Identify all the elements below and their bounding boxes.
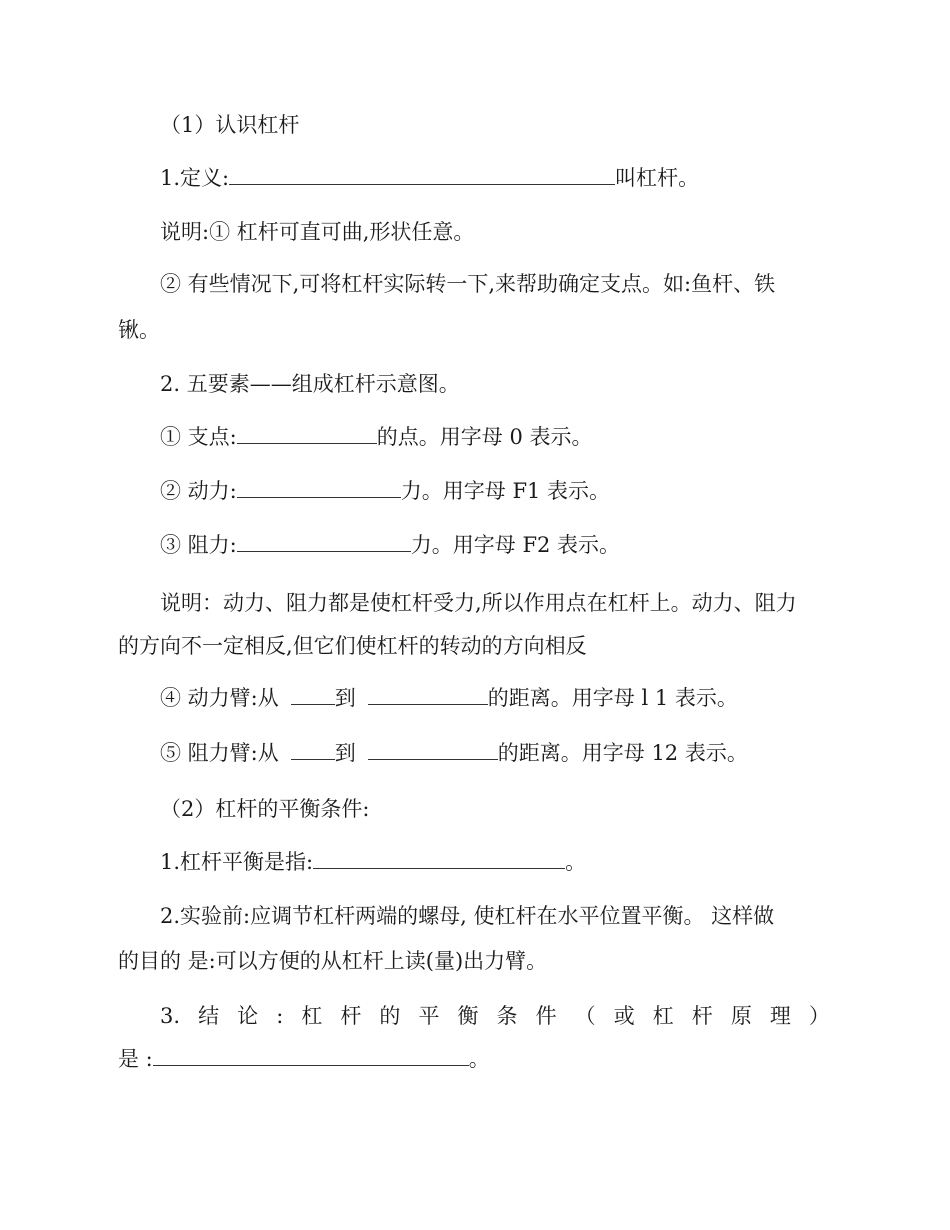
fulcrum-line [160, 423, 592, 451]
conclusion-word: 结 [198, 1004, 220, 1028]
definition-blank[interactable] [229, 164, 615, 185]
balance-prefix: 1.杠杆平衡是指: [160, 850, 314, 874]
note-2-line-1: ② 有些情况下,可将杠杆实际转一下,来帮助确定支点。如:鱼杆、铁 [160, 272, 776, 296]
power-prefix: ② 动力: [160, 479, 237, 503]
conclusion-word: 3. [160, 1004, 181, 1028]
conclusion-word: 件 [535, 1004, 557, 1028]
resistance-arm-line [160, 739, 748, 767]
conclusion-word: 衡 [457, 1004, 479, 1028]
conclusion-word: 的 [379, 1004, 401, 1028]
conclusion-word: 原 [730, 1004, 752, 1028]
section1-heading: （1）认识杠杆 [160, 113, 300, 137]
resistance-arm-blank-to[interactable] [368, 739, 498, 760]
experiment-line-1: 2.实验前:应调节杠杆两端的螺母, 使杠杆在水平位置平衡。 这样做 [160, 904, 775, 928]
note-1: 说明:① 杠杆可直可曲,形状任意。 [160, 220, 475, 244]
fulcrum-suffix: 的点。用字母 0 表示。 [376, 425, 593, 449]
power-arm-prefix: ④ 动力臂:从 [160, 686, 279, 710]
fulcrum-blank[interactable] [237, 423, 377, 444]
conclusion-line-2-prefix: 是 : [118, 1047, 153, 1071]
experiment-line-2: 的目的 是:可以方便的从杠杆上读(量)出力臂。 [118, 949, 548, 973]
resistance-arm-mid: 到 [334, 741, 356, 765]
conclusion-blank[interactable] [153, 1045, 469, 1066]
resistance-suffix: 力。用字母 F2 表示。 [410, 533, 621, 557]
balance-suffix: 。 [565, 850, 587, 874]
power-blank[interactable] [237, 477, 401, 498]
resistance-line [160, 531, 620, 559]
balance-line [160, 848, 586, 876]
definition-prefix: 1.定义: [160, 166, 230, 190]
conclusion-line-2 [118, 1045, 490, 1073]
conclusion-line-2-suffix: 。 [468, 1047, 490, 1071]
power-arm-line [160, 684, 738, 712]
conclusion-word: 杆 [340, 1004, 362, 1028]
five-elements-title: 2. 五要素——组成杠杆示意图。 [160, 372, 460, 396]
note-2-line-2: 锹。 [118, 318, 160, 342]
conclusion-word: 理 [769, 1004, 791, 1028]
resistance-arm-suffix: 的距离。用字母 12 表示。 [497, 741, 748, 765]
conclusion-word: 论 [237, 1004, 259, 1028]
definition-suffix: 叫杠杆。 [615, 166, 700, 190]
conclusion-word: 杠 [301, 1004, 323, 1028]
conclusion-word: ） [808, 1004, 830, 1028]
conclusion-word: 杠 [652, 1004, 674, 1028]
note-3-line-1: 说明：动力、阻力都是使杠杆受力,所以作用点在杠杆上。动力、阻力 [160, 591, 797, 615]
conclusion-word: : [276, 1004, 284, 1028]
resistance-arm-blank-from[interactable] [291, 739, 335, 760]
power-arm-suffix: 的距离。用字母 l 1 表示。 [487, 686, 738, 710]
power-arm-mid: 到 [334, 686, 356, 710]
balance-blank[interactable] [313, 848, 565, 869]
conclusion-word: 平 [418, 1004, 440, 1028]
conclusion-line-1 [160, 1002, 830, 1030]
power-line [160, 477, 610, 505]
conclusion-word: （ [574, 1004, 596, 1028]
resistance-prefix: ③ 阻力: [160, 533, 237, 557]
definition-line [160, 164, 699, 192]
conclusion-word: 或 [613, 1004, 635, 1028]
power-suffix: 力。用字母 F1 表示。 [400, 479, 611, 503]
section2-heading: （2）杠杆的平衡条件: [160, 797, 370, 821]
resistance-blank[interactable] [237, 531, 411, 552]
power-arm-blank-to[interactable] [368, 684, 488, 705]
resistance-arm-prefix: ⑤ 阻力臂:从 [160, 741, 279, 765]
power-arm-blank-from[interactable] [291, 684, 335, 705]
note-3-line-2: 的方向不一定相反,但它们使杠杆的转动的方向相反 [118, 634, 587, 658]
conclusion-word: 条 [496, 1004, 518, 1028]
fulcrum-prefix: ① 支点: [160, 425, 237, 449]
conclusion-word: 杆 [691, 1004, 713, 1028]
